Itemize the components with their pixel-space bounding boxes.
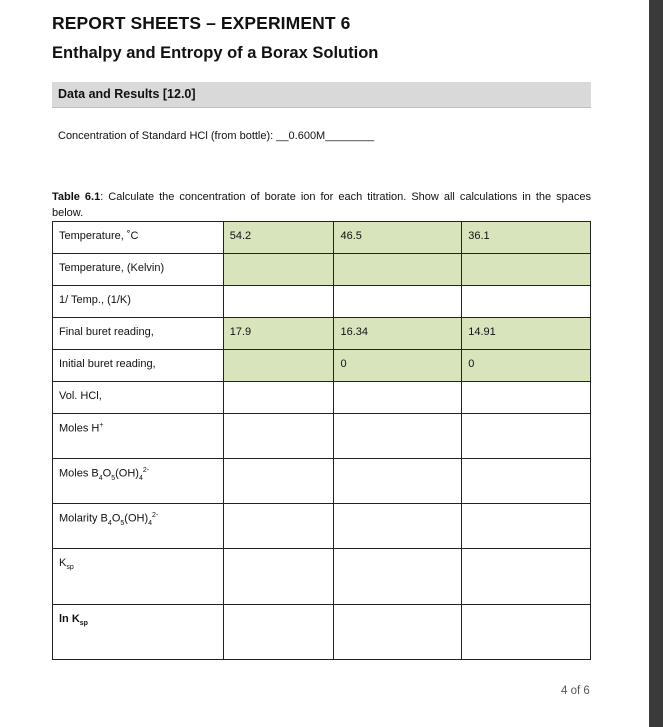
formula-sub: 4 (138, 474, 143, 482)
data-cell[interactable]: 0 (462, 350, 591, 382)
label-text: Molarity B (59, 512, 108, 525)
concentration-value[interactable]: 0.600M (288, 130, 326, 142)
data-cell[interactable] (334, 254, 462, 286)
concentration-prefix: __ (276, 130, 289, 142)
data-cell[interactable] (334, 414, 462, 459)
data-cell[interactable] (223, 605, 334, 660)
data-cell[interactable] (462, 286, 591, 318)
table-row (53, 459, 591, 504)
data-cell[interactable] (334, 382, 462, 414)
label-sup: + (99, 422, 104, 429)
table-row (53, 350, 591, 382)
label-text: ln K (59, 613, 80, 625)
data-cell[interactable] (462, 605, 591, 660)
data-cell[interactable] (223, 382, 334, 414)
page-number: 4 of 6 (561, 685, 590, 697)
label-text: K (59, 557, 67, 569)
label-text: Moles H (59, 422, 100, 435)
report-title: REPORT SHEETS – EXPERIMENT 6 (52, 13, 351, 33)
data-cell[interactable] (462, 414, 591, 459)
row-label: Temperature, (Kelvin) (53, 254, 224, 286)
data-cell[interactable]: 17.9 (223, 318, 334, 350)
row-label-ln-ksp (53, 605, 224, 660)
data-cell[interactable] (223, 504, 334, 549)
row-label: Final buret reading, (53, 318, 224, 350)
data-table (52, 221, 591, 660)
formula-sub: 4 (148, 519, 153, 527)
caption-text: : Calculate the concentration of borate ion for each titration. Show all calculations in the spaces below. (52, 191, 592, 219)
concentration-line (58, 130, 374, 142)
table-row (53, 414, 591, 459)
table-row (53, 382, 591, 414)
data-cell[interactable]: 0 (334, 350, 462, 382)
table-row (53, 254, 591, 286)
row-label-molarity-borate (53, 504, 224, 549)
data-cell[interactable] (462, 382, 591, 414)
data-cell[interactable] (334, 605, 462, 660)
data-cell[interactable] (223, 254, 334, 286)
data-cell[interactable] (334, 549, 462, 605)
table-row (53, 286, 591, 318)
formula-part: (OH) (115, 467, 139, 480)
data-cell[interactable] (462, 254, 591, 286)
concentration-suffix: ________ (325, 130, 375, 142)
concentration-label: Concentration of Standard HCl (from bottle): (58, 130, 274, 142)
formula-part: O (111, 512, 121, 525)
label-sub: sp (66, 564, 74, 572)
row-label-ksp (53, 549, 224, 605)
data-cell[interactable] (462, 504, 591, 549)
data-cell[interactable] (334, 459, 462, 504)
table-ref: Table 6.1 (52, 191, 101, 203)
row-label: Temperature, ˚C (53, 222, 224, 254)
data-cell[interactable]: 36.1 (462, 222, 591, 254)
formula-sup: 2- (152, 512, 159, 519)
formula-part: (OH) (124, 512, 149, 525)
formula-sub: 5 (120, 519, 125, 527)
data-cell[interactable] (334, 286, 462, 318)
formula-sub: 4 (107, 519, 112, 527)
table-row (53, 318, 591, 350)
table-row (53, 504, 591, 549)
data-cell[interactable] (462, 549, 591, 605)
table-caption (52, 189, 591, 221)
data-cell[interactable] (223, 414, 334, 459)
table-row (53, 549, 591, 605)
formula-sup: 2- (142, 467, 150, 474)
data-cell[interactable]: 16.34 (334, 318, 462, 350)
table-row (53, 605, 591, 660)
row-label-moles-h (53, 414, 224, 459)
section-header (52, 82, 591, 108)
formula-sub: 5 (111, 474, 116, 482)
data-cell[interactable] (223, 350, 334, 382)
data-cell[interactable]: 46.5 (334, 222, 462, 254)
data-cell[interactable] (223, 459, 334, 504)
row-label: Initial buret reading, (53, 350, 224, 382)
row-label-moles-borate (53, 459, 224, 504)
formula-sub: 4 (98, 474, 103, 482)
data-cell[interactable] (223, 549, 334, 605)
data-cell[interactable]: 14.91 (462, 318, 591, 350)
data-cell[interactable]: 54.2 (223, 222, 334, 254)
table-row (53, 222, 591, 254)
row-label: 1/ Temp., (1/K) (53, 286, 224, 318)
formula-part: O (102, 467, 112, 480)
label-text: Moles B (59, 467, 99, 480)
data-cell[interactable] (223, 286, 334, 318)
row-label: Vol. HCl, (53, 382, 224, 414)
data-cell[interactable] (334, 504, 462, 549)
viewer-scrollbar[interactable] (649, 0, 663, 727)
label-sub: sp (79, 620, 88, 628)
experiment-subtitle: Enthalpy and Entropy of a Borax Solution (52, 44, 379, 62)
section-label: Data and Results [12.0] (58, 87, 196, 101)
data-cell[interactable] (462, 459, 591, 504)
